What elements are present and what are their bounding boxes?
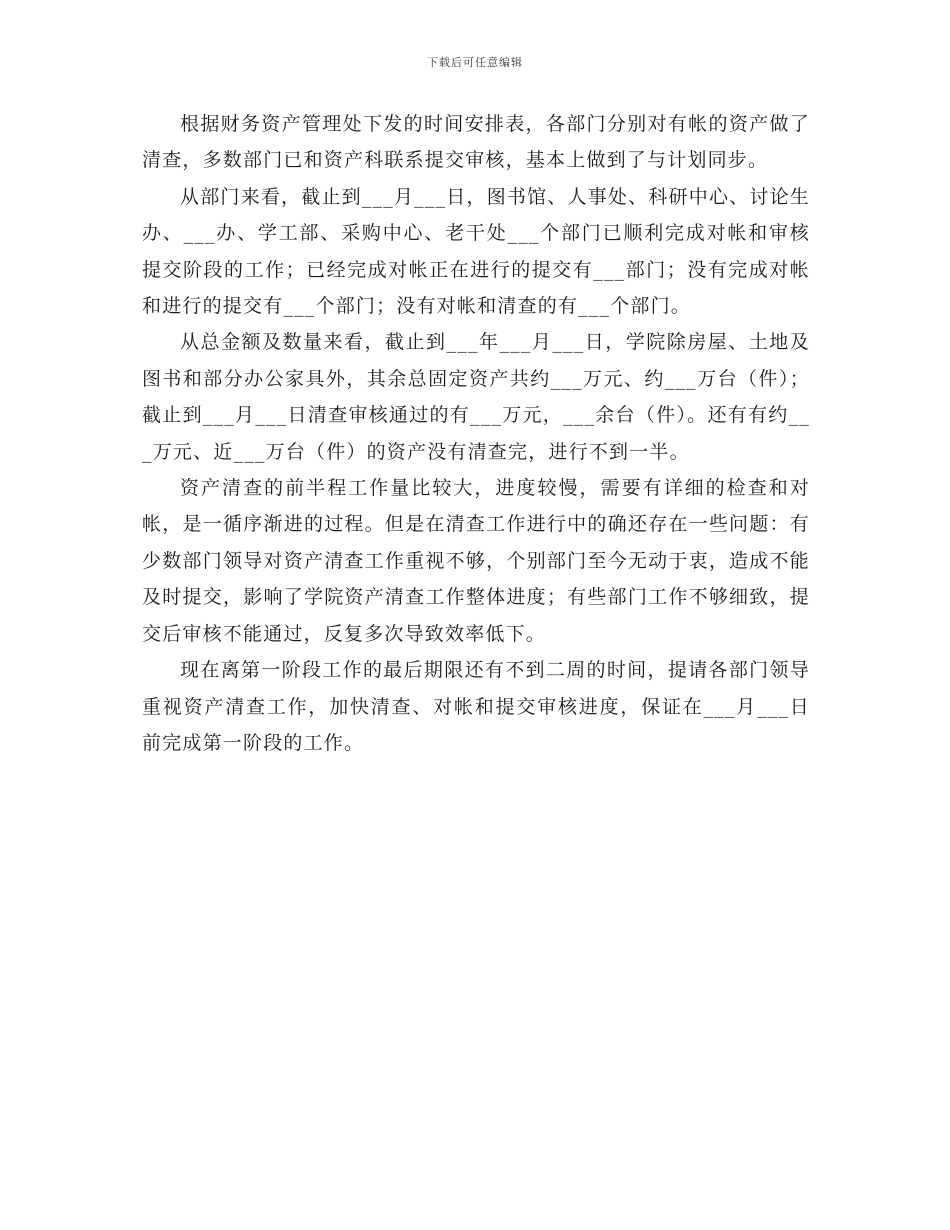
paragraph-total-amount: 从总金额及数量来看，截止到___年___月___日，学院除房屋、土地及图书和部分办公家具外，其余总固定资产共约___万元、约___万台（件）；截止到___月___日清查审核通过的有___万元，___余台（件）。还有有约___万元、近___万台（件）的资产没有清查完，进行不到一半。 <box>142 331 810 463</box>
download-edit-note: 下载后可任意编辑 <box>427 56 523 69</box>
paragraph-department-status: 从部门来看，截止到___月___日，图书馆、人事处、科研中心、讨论生办、___办、学工部、采购中心、老干处___个部门已顺利完成对帐和审核提交阶段的工作；已经完成对帐正在进行的提交有___部门；没有完成对帐和进行的提交有___个部门；没有对帐和清查的有___个部门。 <box>142 185 810 318</box>
paragraph-asset-review-progress: 根据财务资产管理处下发的时间安排表，各部门分别对有帐的资产做了清查，多数部门已和资产科联系提交审核，基本上做到了与计划同步。 <box>142 113 810 172</box>
paragraph-deadline-request: 现在离第一阶段工作的最后期限还有不到二周的时间，提请各部门领导重视资产清查工作，加快清查、对帐和提交审核进度，保证在___月___日前完成第一阶段的工作。 <box>142 659 810 754</box>
document-body <box>142 106 810 761</box>
paragraph-issues: 资产清查的前半程工作量比较大，进度较慢，需要有详细的检查和对帐，是一循序渐进的过程。但是在清查工作进行中的确还存在一些问题：有少数部门领导对资产清查工作重视不够，个别部门至今无动于衷，造成不能及时提交，影响了学院资产清查工作整体进度；有些部门工作不够细致，提交后审核不能通过，反复多次导致效率低下。 <box>142 477 810 645</box>
